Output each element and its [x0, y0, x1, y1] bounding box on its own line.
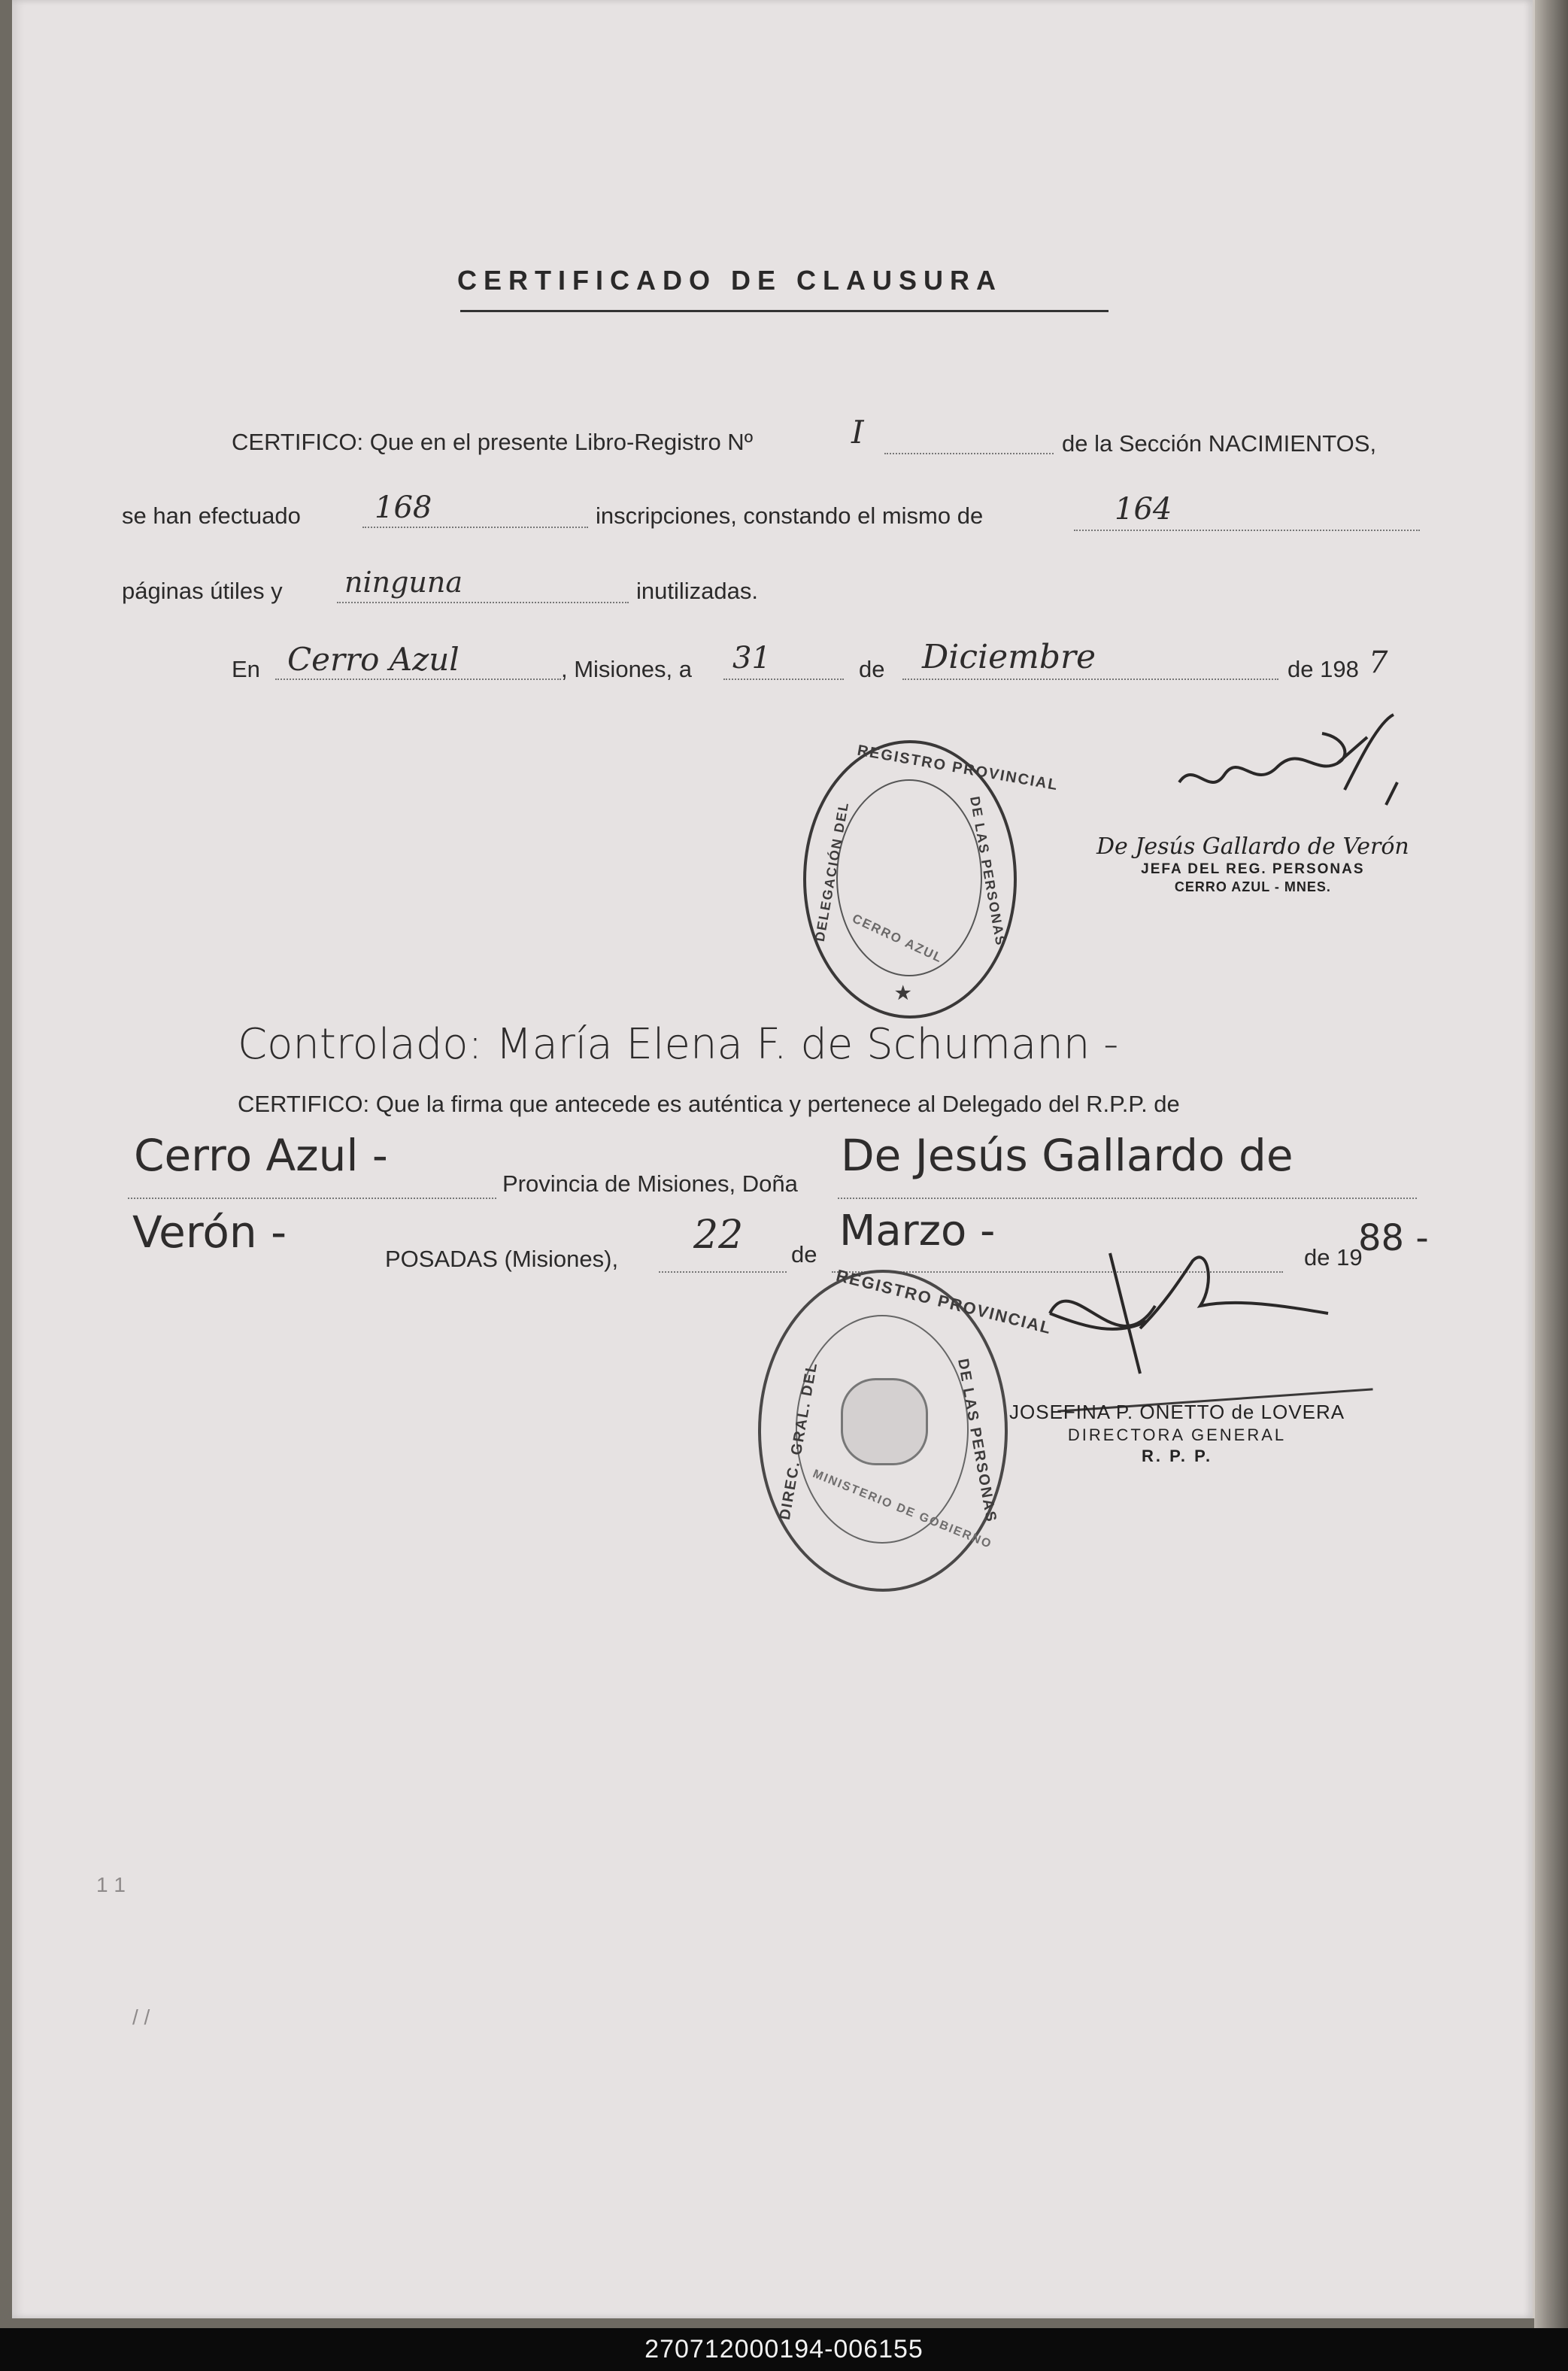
- book-binding: [1534, 0, 1568, 2328]
- margin-mark-1: 1 1: [96, 1873, 126, 1896]
- inscripciones-count-handwritten: 168: [375, 490, 432, 525]
- dia-dotted-line: [723, 679, 844, 680]
- stamp-star: ★: [895, 983, 913, 1003]
- scan-identifier: 270712000194-006155: [644, 2335, 924, 2363]
- anio-2-prefix: de 19: [1304, 1244, 1363, 1271]
- lugar-prefix: En: [232, 656, 260, 682]
- inscripciones-dotted-line: [362, 527, 588, 528]
- lugar-2-dotted-line: [128, 1198, 496, 1199]
- signature-2-block: [1009, 1401, 1345, 1466]
- direccion-general-stamp: [758, 1265, 1054, 1592]
- signature-scribble-2: [1027, 1238, 1373, 1389]
- stamp-ring-right: DE LAS PERSONAS: [967, 795, 1008, 948]
- document-title: CERTIFICADO DE CLAUSURA: [457, 265, 1002, 296]
- libro-line-prefix: CERTIFICO: Que en el presente Libro-Registro Nº: [232, 429, 754, 455]
- inscripciones-mid: inscripciones, constando el mismo de: [596, 502, 984, 529]
- stamp-2-ring-left: DIREC. GRAL. DEL: [776, 1360, 821, 1522]
- mes-handwritten: Diciembre: [922, 638, 1096, 676]
- stamp-2-ring-top: REGISTRO PROVINCIAL: [834, 1265, 1054, 1338]
- stamp-2-ring-right: DE LAS PERSONAS: [954, 1357, 1000, 1525]
- posadas-text: POSADAS (Misiones),: [385, 1246, 619, 1272]
- inutilizadas-dotted-line: [337, 602, 629, 603]
- signatory-2-name: JOSEFINA P. ONETTO de LOVERA: [1009, 1401, 1345, 1423]
- margin-mark-2: / /: [132, 2005, 150, 2029]
- paginas-count-handwritten: 164: [1115, 492, 1172, 527]
- libro-line-suffix: de la Sección NACIMIENTOS,: [1062, 430, 1377, 457]
- lugar-2-handwritten: Cerro Azul -: [134, 1130, 388, 1181]
- inutilizadas-suffix: inutilizadas.: [636, 578, 758, 604]
- anio-digit-handwritten: 7: [1369, 645, 1388, 680]
- nombre-handwritten: De Jesús Gallardo de: [841, 1130, 1294, 1181]
- certifico-firma-line: CERTIFICO: Que la firma que antecede es auténtica y pertenece al Delegado del R.P.P. de: [238, 1091, 1180, 1117]
- dia-2-dotted-line: [659, 1271, 787, 1273]
- lugar-handwritten: Cerro Azul: [287, 641, 459, 678]
- de-2-text: de: [791, 1241, 817, 1267]
- stamp-inner-text: CERRO AZUL: [850, 911, 945, 966]
- inscripciones-prefix: se han efectuado: [122, 502, 301, 529]
- dia-2-handwritten: 22: [693, 1213, 744, 1258]
- anio-2-handwritten: 88 -: [1358, 1217, 1429, 1259]
- stamp-ring-top: REGISTRO PROVINCIAL: [856, 742, 1060, 794]
- stamp-2-inner-text: MINISTERIO DE GOBIERNO: [811, 1467, 994, 1552]
- signature-scribble-1: [1164, 692, 1405, 827]
- controlado-handwritten: Controlado: María Elena F. de Schumann -: [238, 1020, 1119, 1069]
- paginas-dotted-line: [1074, 530, 1420, 531]
- signatory-1-location: CERRO AZUL - MNES.: [1174, 879, 1331, 894]
- nombre-continuacion-handwritten: Verón -: [132, 1207, 287, 1258]
- de-text: de: [859, 656, 885, 682]
- provincia-text: Provincia de Misiones, Doña: [502, 1170, 798, 1197]
- signature-1-block: [1096, 833, 1409, 895]
- stamp-ring-left: DELEGACIÓN DEL: [811, 800, 852, 943]
- misiones-text: , Misiones, a: [561, 656, 693, 682]
- nombre-dotted-line: [838, 1198, 1417, 1199]
- stamp-2-emblem: [841, 1378, 928, 1465]
- signatory-2-office: R. P. P.: [1141, 1447, 1213, 1465]
- inutilizadas-count-handwritten: ninguna: [344, 566, 463, 599]
- anio-prefix: de 198: [1287, 656, 1359, 682]
- signatory-1-name: De Jesús Gallardo de Verón: [1096, 833, 1409, 860]
- lugar-dotted-line: [275, 679, 561, 680]
- document-page: [12, 0, 1535, 2318]
- title-underline: [460, 310, 1109, 312]
- libro-numero-dotted-line: [884, 453, 1054, 454]
- paginas-utiles-prefix: páginas útiles y: [122, 578, 283, 604]
- mes-dotted-line: [902, 679, 1278, 680]
- mes-2-handwritten: Marzo -: [839, 1207, 996, 1255]
- dia-handwritten: 31: [732, 641, 771, 675]
- delegacion-stamp: [803, 740, 1060, 1019]
- signatory-2-role: DIRECTORA GENERAL: [1067, 1425, 1287, 1444]
- signatory-1-role: JEFA DEL REG. PERSONAS: [1141, 861, 1365, 877]
- libro-numero-handwritten: I: [851, 414, 864, 451]
